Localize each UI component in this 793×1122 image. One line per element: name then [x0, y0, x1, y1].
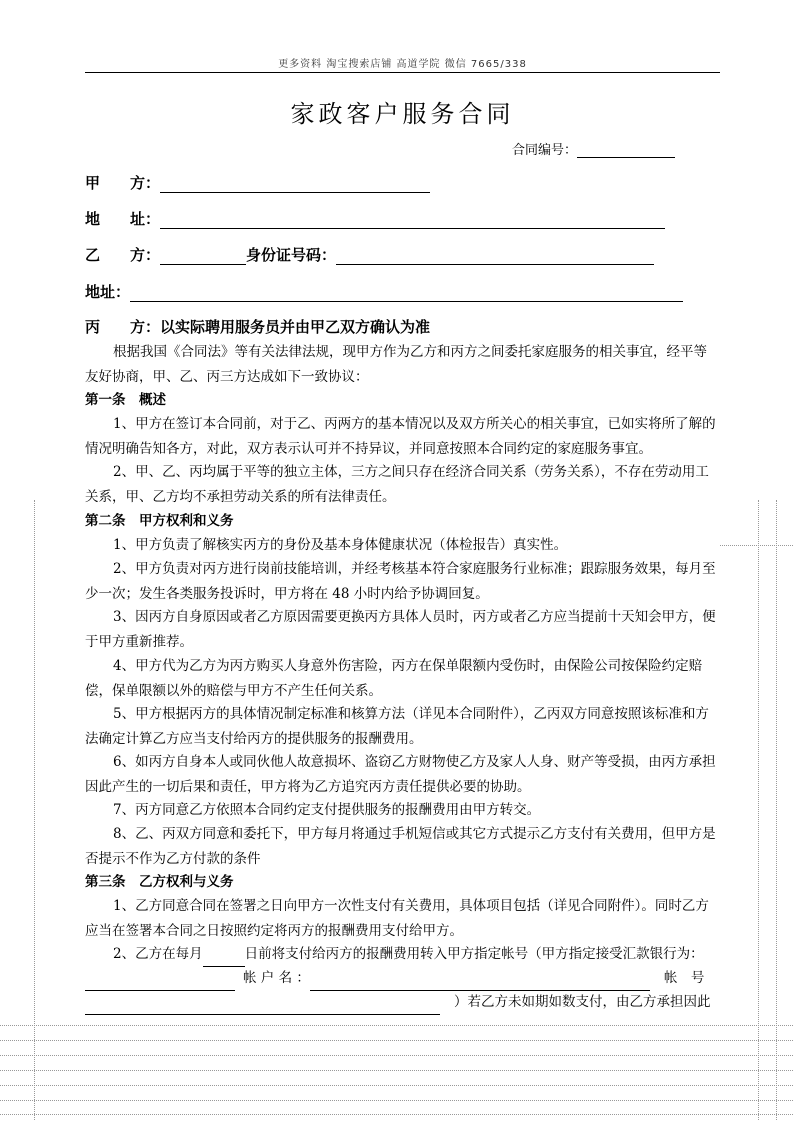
account-number-label: 帐 号 [663, 970, 705, 986]
dotted-guide [0, 1070, 793, 1071]
id-number-label: 身份证号码： [246, 246, 337, 264]
dotted-guide [0, 1100, 793, 1101]
section-2-para-5: 5、甲方根据丙方的具体情况制定标准和核算方法（详见本合同附件），乙丙双方同意按照该标准和方法确定计算乙方应当支付给丙方的提供服务的报酬费用。 [85, 706, 709, 747]
section-3-para-2-line-1 [85, 942, 704, 967]
section-2-para-3: 3、因丙方自身原因或者乙方原因需要更换丙方具体人员时，丙方或者乙方应当提前十天知会甲方，便于甲方重新推荐。 [85, 609, 716, 650]
contract-number-row [512, 139, 675, 158]
address2-label: 地址： [85, 283, 131, 301]
dotted-guide [34, 500, 35, 1120]
dotted-guide [0, 1055, 793, 1056]
section-2-para-8: 8、乙、丙双方同意和委托下，甲方每月将通过手机短信或其它方式提示乙方支付有关费用，但甲方是否提示不作为乙方付款的条件 [85, 826, 716, 867]
party-c-row: 丙 方：以实际聘用服务员并由甲乙双方确认为准 [85, 318, 431, 336]
dotted-guide [776, 500, 777, 1120]
dotted-guide [758, 500, 759, 1120]
address2-blank[interactable] [130, 300, 683, 302]
dotted-guide [0, 1085, 793, 1086]
party-a-blank[interactable] [160, 191, 430, 193]
address-row [85, 208, 665, 229]
section-2-para-1: 1、甲方负责了解核实丙方的身份及基本身体健康状况（体检报告）真实性。 [113, 537, 568, 553]
section-2-para-4: 4、甲方代为乙方为丙方购买人身意外伤害险，丙方在保单限额内受伤时，由保险公司按保险约定赔偿，保单限额以外的赔偿与甲方不产生任何关系。 [85, 658, 703, 699]
account-number-blank[interactable] [85, 1013, 440, 1015]
section-2-para-6: 6、如丙方自身本人或同伙他人故意损坏、盗窃乙方财物使乙方及家人人身、财产等受损，由丙方承担因此产生的一切后果和责任，甲方将为乙方追究丙方责任提供必要的协助。 [85, 754, 716, 795]
party-a-label: 甲 方： [85, 174, 161, 192]
payment-tail-text: ）若乙方未如期如数支付，由乙方承担因此 [454, 994, 711, 1010]
dotted-guide [0, 1114, 793, 1115]
address-blank[interactable] [160, 227, 665, 229]
address2-row [85, 281, 683, 302]
document-title: 家政客户服务合同 [290, 100, 515, 128]
account-name-label: 帐 户 名 ： [243, 970, 310, 986]
page-header: 更多资料 淘宝搜索店铺 高道学院 微信 7665/338 [278, 59, 527, 70]
id-number-blank[interactable] [336, 263, 654, 265]
section-2-para-7: 7、丙方同意乙方依照本合同约定支付提供服务的报酬费用由甲方转交。 [113, 802, 541, 818]
contract-number-label: 合同编号： [512, 143, 578, 158]
party-b-label: 乙 方： [85, 246, 161, 264]
contract-number-blank[interactable] [577, 156, 675, 158]
section-3-para-1: 1、乙方同意合同在签署之日向甲方一次性支付有关费用，具体项目包括（详见合同附件）。同时乙方应当在签署本合同之日按照约定将丙方的报酬费用支付给甲方。 [85, 898, 709, 939]
dotted-guide [720, 545, 793, 546]
section-2-title: 第二条 甲方权利和义务 [85, 513, 234, 529]
header-divider [85, 72, 720, 73]
party-a-row [85, 172, 430, 193]
party-b-row [85, 244, 654, 265]
dotted-guide [0, 1040, 793, 1041]
dotted-guide [0, 1025, 793, 1026]
section-3-para-2-line-3 [85, 990, 711, 1015]
section-3-title: 第三条 乙方权利与义务 [85, 874, 234, 890]
bank-account-row [85, 966, 704, 991]
monthly-day-prefix: 2、乙方在每月 [113, 946, 203, 962]
party-b-blank[interactable] [160, 263, 246, 265]
intro-paragraph: 根据我国《合同法》等有关法律法规，现甲方作为乙方和丙方之间委托家庭服务的相关事宜，经平等友好协商，甲、乙、丙三方达成如下一致协议： [85, 344, 707, 385]
address-label: 地 址： [85, 210, 161, 228]
section-1-para-2: 2、甲、乙、丙均属于平等的独立主体，三方之间只存在经济合同关系（劳务关系），不存在劳动用工关系，甲、乙方均不承担劳动关系的所有法律责任。 [85, 464, 709, 505]
section-1-para-1: 1、甲方在签订本合同前，对于乙、丙两方的基本情况以及双方所关心的相关事宜，已如实将所了解的情况明确告知各方，对此，双方表示认可并不持异议，并同意按照本合同约定的家庭服务事宜。 [85, 416, 716, 457]
monthly-day-suffix: 日前将支付给丙方的报酬费用转入甲方指定帐号（甲方指定接受汇款银行为： [244, 946, 704, 962]
section-1-title: 第一条 概述 [85, 392, 166, 408]
section-2-para-2: 2、甲方负责对丙方进行岗前技能培训，并经考核基本符合家庭服务行业标准；跟踪服务效果，每月至少一次；发生各类服务投诉时，甲方将在 48 小时内给予协调回复。 [85, 561, 716, 602]
